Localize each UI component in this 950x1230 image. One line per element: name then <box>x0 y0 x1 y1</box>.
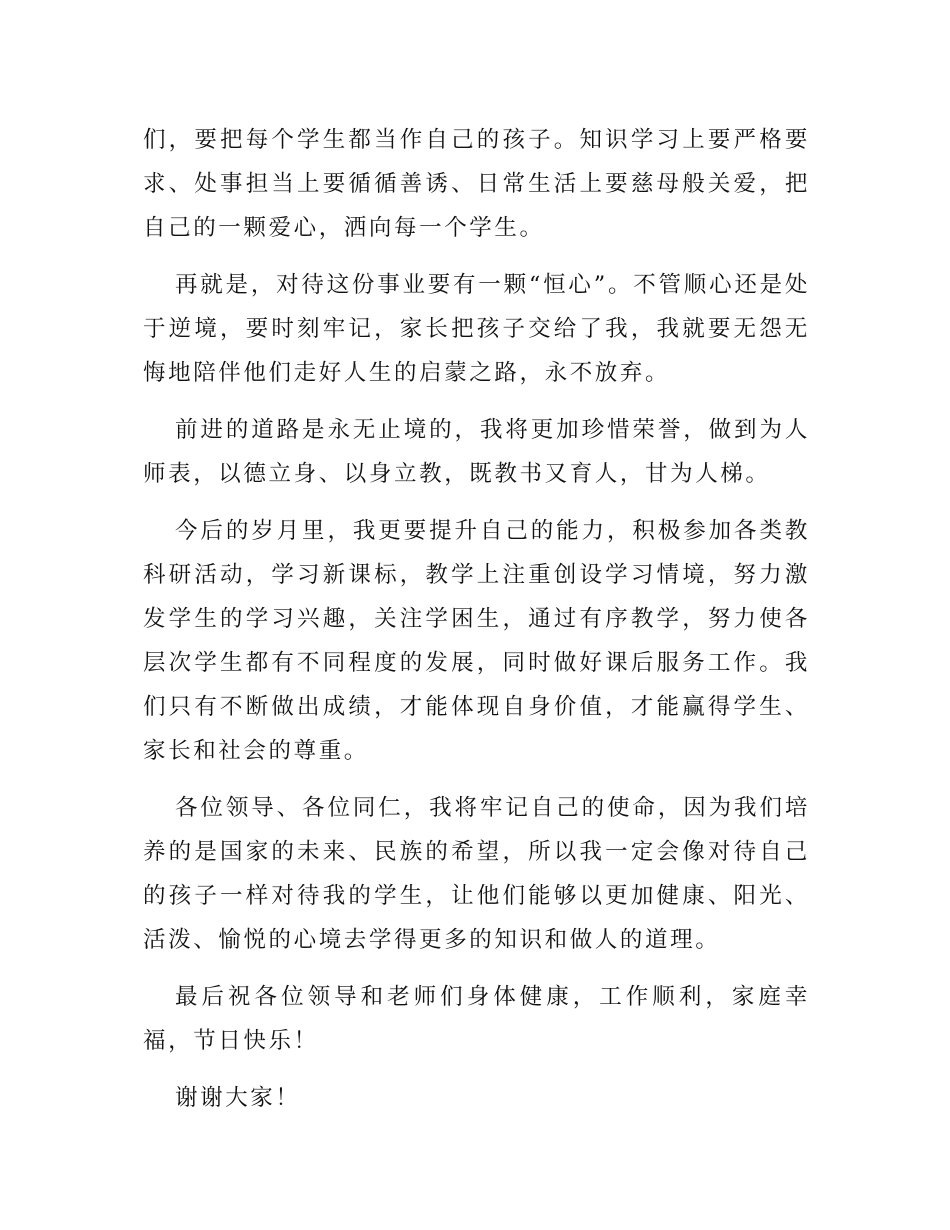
paragraph-1: 们，要把每个学生都当作自己的孩子。知识学习上要严格要求、处事担当上要循循善诱、日常生活上要慈母般关爱，把自己的一颗爱心，洒向每一个学生。 <box>143 127 810 241</box>
paragraph-4: 今后的岁月里，我更要提升自己的能力，积极参加各类教科研活动，学习新课标，教学上注重创设学习情境，努力激发学生的学习兴趣，关注学困生，通过有序教学，努力使各层次学生都有不同程度的发展，同时做好课后服务工作。我们只有不断做出成绩，才能体现自身价值，才能赢得学生、家长和社会的尊重。 <box>143 518 810 764</box>
paragraph-3: 前进的道路是永无止境的，我将更加珍惜荣誉，做到为人师表，以德立身、以身立教，既教书又育人，甘为人梯。 <box>143 417 810 487</box>
paragraph-2: 再就是，对待这份事业要有一颗“恒心”。不管顺心还是处于逆境，要时刻牢记，家长把孩子交给了我，我就要无怨无悔地陪伴他们走好人生的启蒙之路，永不放弃。 <box>143 272 810 386</box>
paragraph-6: 最后祝各位领导和老师们身体健康，工作顺利，家庭幸福，节日快乐！ <box>143 984 810 1054</box>
paragraph-7: 谢谢大家！ <box>175 1085 301 1111</box>
paragraph-5: 各位领导、各位同仁，我将牢记自己的使命，因为我们培养的是国家的未来、民族的希望，所以我一定会像对待自己的孩子一样对待我的学生，让他们能够以更加健康、阳光、活泼、愉悦的心境去学得更多的知识和做人的道理。 <box>143 795 810 953</box>
